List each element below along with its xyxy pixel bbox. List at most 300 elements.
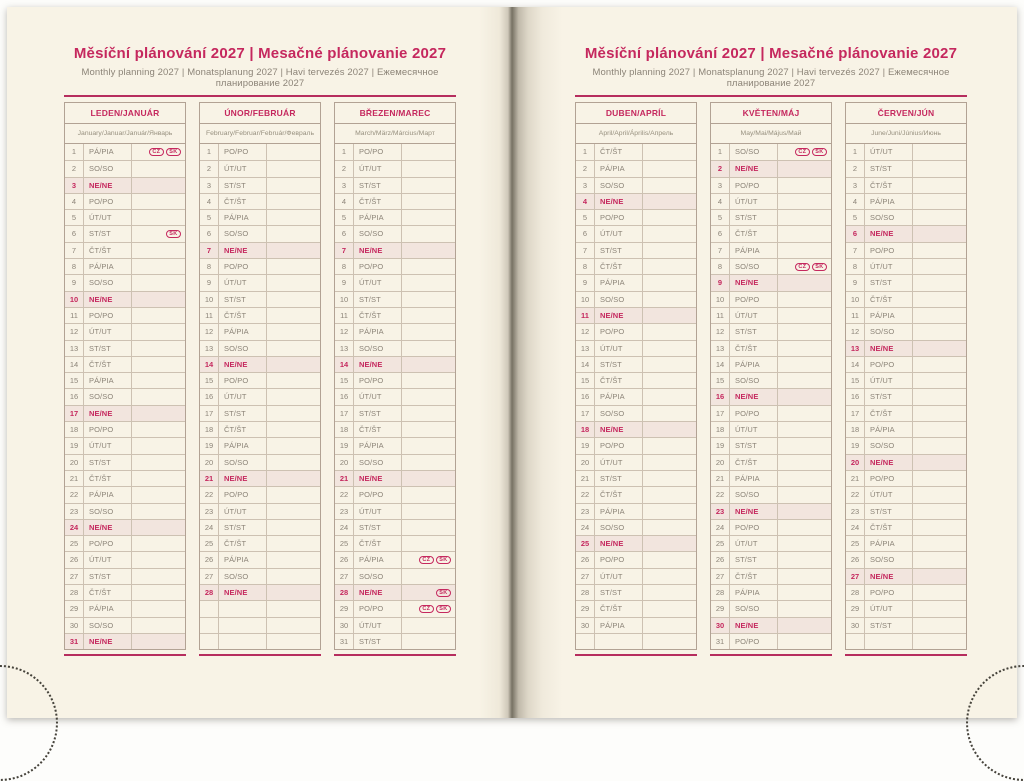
day-abbrev: ST/ST bbox=[865, 504, 913, 519]
day-number: 13 bbox=[576, 341, 595, 356]
day-note-cell bbox=[132, 552, 185, 567]
day-row bbox=[335, 470, 455, 486]
day-number: 24 bbox=[65, 520, 84, 535]
day-number: 28 bbox=[200, 585, 219, 600]
day-abbrev: SO/SO bbox=[595, 178, 643, 193]
month-table bbox=[710, 102, 832, 650]
day-note-cell bbox=[402, 259, 455, 274]
day-abbrev: NE/NE bbox=[354, 585, 402, 600]
day-row bbox=[200, 340, 320, 356]
day-number: 29 bbox=[335, 601, 354, 616]
day-row bbox=[200, 454, 320, 470]
day-note-cell bbox=[778, 292, 831, 307]
day-note-cell bbox=[778, 471, 831, 486]
day-row bbox=[846, 519, 966, 535]
day-row bbox=[576, 600, 696, 616]
day-row bbox=[576, 421, 696, 437]
day-note-cell bbox=[643, 389, 696, 404]
day-number: 8 bbox=[335, 259, 354, 274]
day-note-cell bbox=[913, 520, 966, 535]
day-note-cell bbox=[643, 569, 696, 584]
day-number: 24 bbox=[200, 520, 219, 535]
day-abbrev: ČT/ŠT bbox=[730, 341, 778, 356]
day-number: 22 bbox=[846, 487, 865, 502]
month-subtitle: June/Juni/Június/Июнь bbox=[846, 124, 966, 144]
day-note-cell bbox=[913, 373, 966, 388]
day-abbrev: PO/PO bbox=[865, 357, 913, 372]
day-row bbox=[200, 437, 320, 453]
day-abbrev bbox=[219, 634, 267, 649]
day-number: 7 bbox=[335, 243, 354, 258]
day-abbrev: PO/PO bbox=[84, 194, 132, 209]
day-row bbox=[200, 160, 320, 176]
day-note-cell bbox=[132, 324, 185, 339]
day-number: 21 bbox=[200, 471, 219, 486]
day-number: 30 bbox=[65, 618, 84, 633]
day-abbrev: ST/ST bbox=[219, 292, 267, 307]
day-note-cell bbox=[132, 275, 185, 290]
day-abbrev: ST/ST bbox=[595, 243, 643, 258]
day-row bbox=[65, 177, 185, 193]
month-subtitle: March/März/Március/Март bbox=[335, 124, 455, 144]
day-row bbox=[711, 193, 831, 209]
day-row bbox=[576, 144, 696, 160]
day-note-cell bbox=[402, 569, 455, 584]
day-number: 7 bbox=[711, 243, 730, 258]
day-note-cell bbox=[643, 161, 696, 176]
day-row bbox=[576, 177, 696, 193]
day-abbrev: NE/NE bbox=[219, 585, 267, 600]
day-abbrev: PO/PO bbox=[84, 536, 132, 551]
day-row bbox=[846, 356, 966, 372]
day-abbrev: PÁ/PIA bbox=[84, 259, 132, 274]
day-row bbox=[576, 503, 696, 519]
day-row bbox=[846, 454, 966, 470]
day-row bbox=[65, 160, 185, 176]
day-number: 8 bbox=[576, 259, 595, 274]
day-note-cell bbox=[913, 144, 966, 160]
day-number: 25 bbox=[711, 536, 730, 551]
day-abbrev: NE/NE bbox=[595, 536, 643, 551]
day-note-cell bbox=[913, 569, 966, 584]
day-row bbox=[846, 340, 966, 356]
day-note-cell bbox=[267, 292, 320, 307]
day-note-cell bbox=[132, 259, 185, 274]
day-abbrev: PO/PO bbox=[84, 422, 132, 437]
day-abbrev bbox=[865, 634, 913, 649]
month-end-rule bbox=[710, 654, 832, 656]
day-number: 19 bbox=[711, 438, 730, 453]
day-abbrev: ST/ST bbox=[354, 634, 402, 649]
day-row bbox=[711, 519, 831, 535]
day-abbrev: ÚT/UT bbox=[84, 324, 132, 339]
day-abbrev: ÚT/UT bbox=[730, 308, 778, 323]
day-row bbox=[65, 372, 185, 388]
month-table bbox=[845, 102, 967, 650]
day-abbrev: ST/ST bbox=[84, 455, 132, 470]
month-end-rule bbox=[845, 654, 967, 656]
day-number: 22 bbox=[711, 487, 730, 502]
day-note-cell bbox=[402, 389, 455, 404]
day-number: 4 bbox=[711, 194, 730, 209]
day-abbrev: PÁ/PIA bbox=[84, 144, 132, 160]
day-note-cell bbox=[643, 438, 696, 453]
day-abbrev: NE/NE bbox=[84, 178, 132, 193]
day-row bbox=[335, 307, 455, 323]
day-row bbox=[200, 372, 320, 388]
day-number: 15 bbox=[200, 373, 219, 388]
day-row bbox=[576, 551, 696, 567]
day-row bbox=[711, 421, 831, 437]
day-number: 6 bbox=[846, 226, 865, 241]
day-note-cell bbox=[132, 438, 185, 453]
day-abbrev: PÁ/PIA bbox=[865, 308, 913, 323]
day-abbrev: NE/NE bbox=[84, 634, 132, 649]
page-subtitle: Monthly planning 2027 | Monatsplanung 2027 | Havi tervezés 2027 | Ежемесячное планирование 2027 bbox=[64, 67, 456, 89]
day-number: 7 bbox=[846, 243, 865, 258]
day-abbrev: PÁ/PIA bbox=[219, 552, 267, 567]
day-abbrev: ST/ST bbox=[219, 178, 267, 193]
day-abbrev: ČT/ŠT bbox=[595, 373, 643, 388]
day-row bbox=[335, 274, 455, 290]
day-abbrev: ÚT/UT bbox=[865, 144, 913, 160]
day-note-cell bbox=[402, 552, 455, 567]
day-note-cell bbox=[402, 634, 455, 649]
day-abbrev: SO/SO bbox=[84, 389, 132, 404]
day-number: 18 bbox=[711, 422, 730, 437]
day-number: 21 bbox=[846, 471, 865, 486]
day-number: 3 bbox=[576, 178, 595, 193]
day-number: 18 bbox=[576, 422, 595, 437]
day-number: 15 bbox=[65, 373, 84, 388]
day-number: 19 bbox=[200, 438, 219, 453]
day-note-cell bbox=[913, 194, 966, 209]
day-row bbox=[200, 600, 320, 616]
day-number: 25 bbox=[576, 536, 595, 551]
day-number: 8 bbox=[65, 259, 84, 274]
day-abbrev: PÁ/PIA bbox=[354, 552, 402, 567]
day-note-cell bbox=[132, 194, 185, 209]
day-abbrev: PO/PO bbox=[595, 210, 643, 225]
day-abbrev: PO/PO bbox=[865, 585, 913, 600]
day-number: 24 bbox=[335, 520, 354, 535]
day-number: 18 bbox=[335, 422, 354, 437]
day-abbrev: PÁ/PIA bbox=[730, 471, 778, 486]
month-end-rule bbox=[334, 654, 456, 656]
day-number: 18 bbox=[846, 422, 865, 437]
day-number: 17 bbox=[846, 406, 865, 421]
day-note-cell bbox=[913, 308, 966, 323]
day-note-cell bbox=[132, 292, 185, 307]
day-abbrev: PÁ/PIA bbox=[595, 389, 643, 404]
day-number: 30 bbox=[846, 618, 865, 633]
day-number: 18 bbox=[200, 422, 219, 437]
day-abbrev: NE/NE bbox=[84, 406, 132, 421]
day-abbrev: SO/SO bbox=[354, 341, 402, 356]
day-row bbox=[846, 437, 966, 453]
day-row bbox=[200, 307, 320, 323]
day-number: 10 bbox=[200, 292, 219, 307]
day-abbrev: PÁ/PIA bbox=[354, 438, 402, 453]
day-note-cell bbox=[267, 243, 320, 258]
day-abbrev: PO/PO bbox=[595, 438, 643, 453]
day-note-cell bbox=[267, 341, 320, 356]
day-note-cell bbox=[913, 618, 966, 633]
day-abbrev: NE/NE bbox=[865, 455, 913, 470]
holiday-badge-sk: SK bbox=[812, 263, 827, 271]
day-number: 29 bbox=[576, 601, 595, 616]
day-note-cell bbox=[913, 243, 966, 258]
day-number: 23 bbox=[200, 504, 219, 519]
day-number: 20 bbox=[200, 455, 219, 470]
day-abbrev: SO/SO bbox=[730, 373, 778, 388]
month-name: LEDEN/JANUÁR bbox=[65, 103, 185, 124]
day-abbrev: NE/NE bbox=[865, 341, 913, 356]
holiday-badge-cz: CZ bbox=[795, 148, 810, 156]
day-row bbox=[65, 242, 185, 258]
day-note-cell bbox=[913, 406, 966, 421]
day-abbrev: ČT/ŠT bbox=[730, 455, 778, 470]
day-row bbox=[65, 193, 185, 209]
day-row bbox=[711, 437, 831, 453]
day-row bbox=[65, 568, 185, 584]
day-row bbox=[711, 274, 831, 290]
day-note-cell bbox=[778, 144, 831, 160]
day-number: 25 bbox=[846, 536, 865, 551]
day-abbrev: ČT/ŠT bbox=[354, 536, 402, 551]
day-note-cell bbox=[643, 634, 696, 649]
day-abbrev: PO/PO bbox=[219, 144, 267, 160]
day-row bbox=[576, 405, 696, 421]
day-row bbox=[711, 144, 831, 160]
day-row bbox=[335, 503, 455, 519]
holiday-badge-sk: SK bbox=[436, 605, 451, 613]
day-note-cell bbox=[643, 226, 696, 241]
day-note-cell bbox=[402, 275, 455, 290]
day-number: 1 bbox=[200, 144, 219, 160]
day-note-cell bbox=[778, 601, 831, 616]
day-number: 7 bbox=[200, 243, 219, 258]
day-note-cell bbox=[913, 438, 966, 453]
day-note-cell bbox=[643, 243, 696, 258]
day-abbrev: ČT/ŠT bbox=[865, 406, 913, 421]
day-row bbox=[335, 209, 455, 225]
day-number: 4 bbox=[335, 194, 354, 209]
day-row bbox=[335, 600, 455, 616]
day-row bbox=[576, 291, 696, 307]
day-number: 23 bbox=[65, 504, 84, 519]
day-row bbox=[846, 160, 966, 176]
day-number: 25 bbox=[65, 536, 84, 551]
day-note-cell bbox=[913, 275, 966, 290]
day-number: 19 bbox=[846, 438, 865, 453]
day-row bbox=[200, 405, 320, 421]
day-number: 12 bbox=[711, 324, 730, 339]
day-row bbox=[335, 242, 455, 258]
page-left bbox=[7, 7, 512, 718]
day-number: 28 bbox=[335, 585, 354, 600]
day-abbrev: SO/SO bbox=[730, 487, 778, 502]
day-note-cell bbox=[778, 569, 831, 584]
day-row bbox=[335, 323, 455, 339]
day-note-cell bbox=[913, 161, 966, 176]
day-abbrev: ČT/ŠT bbox=[219, 536, 267, 551]
day-row bbox=[711, 486, 831, 502]
day-number: 23 bbox=[576, 504, 595, 519]
month-table bbox=[575, 102, 697, 650]
day-abbrev: SO/SO bbox=[84, 275, 132, 290]
day-row bbox=[65, 209, 185, 225]
page-title: Měsíční plánování 2027 | Mesačné plánovanie 2027 bbox=[64, 45, 456, 62]
day-number: 7 bbox=[65, 243, 84, 258]
day-number: 20 bbox=[576, 455, 595, 470]
day-abbrev: PÁ/PIA bbox=[354, 210, 402, 225]
day-row bbox=[846, 242, 966, 258]
day-abbrev: ST/ST bbox=[730, 438, 778, 453]
day-row bbox=[200, 274, 320, 290]
day-note-cell bbox=[267, 178, 320, 193]
day-number: 27 bbox=[65, 569, 84, 584]
day-abbrev: PO/PO bbox=[730, 406, 778, 421]
day-note-cell bbox=[132, 308, 185, 323]
day-abbrev: PÁ/PIA bbox=[595, 161, 643, 176]
day-note-cell bbox=[913, 341, 966, 356]
day-note-cell bbox=[643, 178, 696, 193]
day-note-cell bbox=[402, 161, 455, 176]
day-note-cell bbox=[402, 618, 455, 633]
day-note-cell bbox=[913, 536, 966, 551]
day-number: 1 bbox=[711, 144, 730, 160]
day-abbrev: SO/SO bbox=[595, 406, 643, 421]
day-number: 21 bbox=[711, 471, 730, 486]
day-abbrev: SO/SO bbox=[730, 601, 778, 616]
day-row bbox=[576, 388, 696, 404]
day-row bbox=[576, 307, 696, 323]
day-row bbox=[200, 503, 320, 519]
day-number: 27 bbox=[335, 569, 354, 584]
day-number: 11 bbox=[335, 308, 354, 323]
day-abbrev: SO/SO bbox=[219, 455, 267, 470]
day-note-cell bbox=[913, 292, 966, 307]
day-abbrev: ST/ST bbox=[865, 161, 913, 176]
day-row bbox=[846, 291, 966, 307]
month-subtitle: April/April/Április/Апрель bbox=[576, 124, 696, 144]
day-number: 24 bbox=[711, 520, 730, 535]
day-row bbox=[200, 519, 320, 535]
day-abbrev: PO/PO bbox=[219, 373, 267, 388]
day-note-cell bbox=[643, 210, 696, 225]
day-number: 2 bbox=[576, 161, 595, 176]
day-row bbox=[711, 470, 831, 486]
day-number: 13 bbox=[711, 341, 730, 356]
day-note-cell bbox=[913, 259, 966, 274]
day-note-cell bbox=[132, 243, 185, 258]
day-note-cell bbox=[267, 634, 320, 649]
month-name: DUBEN/APRÍL bbox=[576, 103, 696, 124]
day-note-cell bbox=[402, 536, 455, 551]
day-row bbox=[200, 193, 320, 209]
day-note-cell bbox=[643, 194, 696, 209]
day-number: 21 bbox=[65, 471, 84, 486]
day-note-cell bbox=[778, 178, 831, 193]
day-abbrev: ÚT/UT bbox=[730, 194, 778, 209]
day-abbrev: SO/SO bbox=[865, 552, 913, 567]
day-number: 3 bbox=[846, 178, 865, 193]
day-note-cell bbox=[643, 471, 696, 486]
day-abbrev: NE/NE bbox=[730, 161, 778, 176]
day-number: 17 bbox=[335, 406, 354, 421]
holiday-badge-sk: SK bbox=[812, 148, 827, 156]
day-note-cell bbox=[132, 487, 185, 502]
day-number: 25 bbox=[335, 536, 354, 551]
day-row bbox=[711, 160, 831, 176]
day-number: 10 bbox=[65, 292, 84, 307]
day-abbrev: ČT/ŠT bbox=[219, 308, 267, 323]
day-note-cell bbox=[778, 389, 831, 404]
day-number: 26 bbox=[711, 552, 730, 567]
day-note-cell bbox=[132, 422, 185, 437]
day-abbrev bbox=[219, 601, 267, 616]
day-note-cell bbox=[643, 487, 696, 502]
title-rule bbox=[575, 95, 967, 97]
day-note-cell bbox=[402, 406, 455, 421]
day-number: 2 bbox=[335, 161, 354, 176]
day-number: 9 bbox=[846, 275, 865, 290]
day-note-cell bbox=[132, 178, 185, 193]
day-row bbox=[200, 421, 320, 437]
day-row bbox=[200, 144, 320, 160]
day-row bbox=[711, 551, 831, 567]
day-row bbox=[711, 454, 831, 470]
holiday-badge-sk: SK bbox=[436, 589, 451, 597]
day-number: 18 bbox=[65, 422, 84, 437]
day-number bbox=[200, 601, 219, 616]
day-number: 16 bbox=[65, 389, 84, 404]
planner-spread bbox=[7, 7, 1017, 718]
day-note-cell bbox=[267, 357, 320, 372]
day-number: 20 bbox=[335, 455, 354, 470]
day-abbrev: ČT/ŠT bbox=[354, 422, 402, 437]
month-name: BŘEZEN/MAREC bbox=[335, 103, 455, 124]
day-number: 10 bbox=[711, 292, 730, 307]
day-number: 5 bbox=[711, 210, 730, 225]
day-row bbox=[335, 356, 455, 372]
day-abbrev: ČT/ŠT bbox=[730, 569, 778, 584]
day-note-cell bbox=[643, 536, 696, 551]
day-note-cell bbox=[267, 324, 320, 339]
day-number: 29 bbox=[846, 601, 865, 616]
day-number: 3 bbox=[711, 178, 730, 193]
day-note-cell bbox=[778, 275, 831, 290]
day-abbrev: ÚT/UT bbox=[595, 455, 643, 470]
day-abbrev: SO/SO bbox=[865, 438, 913, 453]
day-number: 26 bbox=[335, 552, 354, 567]
day-abbrev: ČT/ŠT bbox=[595, 144, 643, 160]
day-abbrev: ÚT/UT bbox=[219, 275, 267, 290]
day-number: 26 bbox=[200, 552, 219, 567]
day-abbrev: ÚT/UT bbox=[595, 341, 643, 356]
day-number: 14 bbox=[65, 357, 84, 372]
day-note-cell bbox=[643, 406, 696, 421]
day-number: 11 bbox=[65, 308, 84, 323]
day-row bbox=[711, 372, 831, 388]
day-note-cell bbox=[913, 422, 966, 437]
day-row bbox=[711, 225, 831, 241]
month-subtitle: May/Mai/Május/Май bbox=[711, 124, 831, 144]
day-abbrev: ST/ST bbox=[865, 275, 913, 290]
day-number: 1 bbox=[335, 144, 354, 160]
day-number: 12 bbox=[65, 324, 84, 339]
